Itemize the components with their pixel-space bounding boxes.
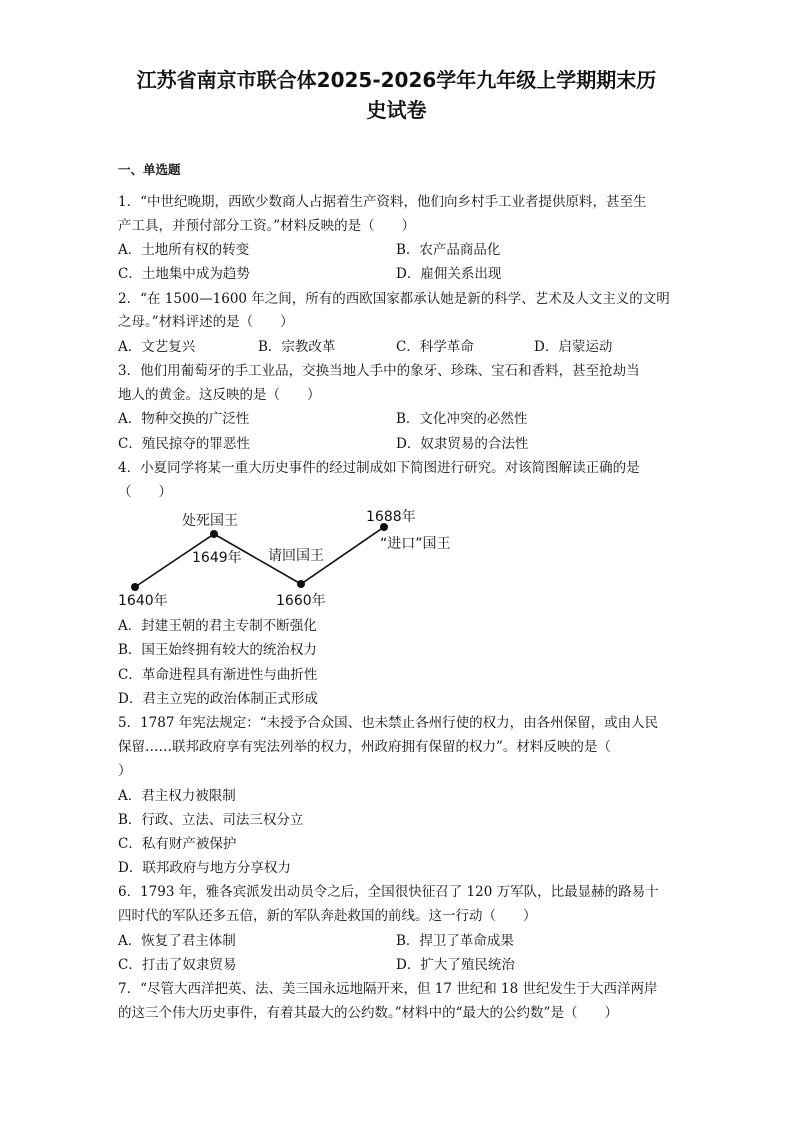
timeline-polyline <box>135 527 384 587</box>
title-line-2: 史试卷 <box>366 98 427 122</box>
q7-stem-line-2: 的这三个伟大历史事件，有着其最大的公约数。”材料中的“最大的公约数”是（ ） <box>118 1005 618 1021</box>
q5-option-c: C．私有财产被保护 <box>118 836 237 852</box>
q2-stem-line-2: 之母。”材料评述的是（ ） <box>118 314 294 330</box>
q4-option-b: B．国王始终拥有较大的统治权力 <box>118 642 317 658</box>
q3-option-b: B．文化冲突的必然性 <box>396 411 528 427</box>
q2-stem-line-1: 2．“在 1500—1600 年之间，所有的西欧国家都承认她是新的科学、艺术及人文主义的文明 <box>118 291 670 307</box>
q6-stem-line-1: 6．1793 年，雅各宾派发出动员令之后，全国很快征召了 120 万军队，比最显赫的路易十 <box>118 884 659 900</box>
q5-option-a: A．君主权力被限制 <box>118 788 236 804</box>
label-execute-king: 处死国王 <box>182 513 238 529</box>
point-1640 <box>131 583 139 591</box>
q6-option-c: C．打击了奴隶贸易 <box>118 957 237 973</box>
label-restore-king: 请回国王 <box>268 548 324 564</box>
q4-stem-line-1: 4．小夏同学将某一重大历史事件的经过制成如下简图进行研究。对该简图解读正确的是 <box>118 460 640 476</box>
q3-stem-line-1: 3．他们用葡萄牙的手工业品，交换当地人手中的象牙、珍珠、宝石和香料，甚至抢劫当 <box>118 363 640 379</box>
q4-stem-line-2: （ ） <box>118 484 172 500</box>
q1-stem-line-1: 1．“中世纪晚期，西欧少数商人占据着生产资料，他们向乡村手工业者提供原料，甚至生 <box>118 194 647 210</box>
q5-option-b: B．行政、立法、司法三权分立 <box>118 812 304 828</box>
q1-option-d: D．雇佣关系出现 <box>396 266 502 282</box>
q3-stem-line-2: 地人的黄金。这反映的是（ ） <box>118 387 321 403</box>
q4-option-a: A．封建王朝的君主专制不断强化 <box>118 618 317 634</box>
q2-option-b: B．宗教改革 <box>258 339 336 355</box>
label-1649: 1649年 <box>192 550 242 566</box>
q1-option-a: A．土地所有权的转变 <box>118 242 250 258</box>
q2-option-c: C．科学革命 <box>396 339 474 355</box>
label-1660: 1660年 <box>276 593 326 609</box>
point-1649 <box>210 530 218 538</box>
label-import-king: “进口”国王 <box>380 536 451 552</box>
q4-option-d: D．君主立宪的政治体制正式形成 <box>118 691 318 707</box>
q6-option-a: A．恢复了君主体制 <box>118 933 236 949</box>
section-heading: 一、单选题 <box>118 162 181 177</box>
q1-option-c: C．土地集中成为趋势 <box>118 266 250 282</box>
q6-stem-line-2: 四时代的军队还多五倍，新的军队奔赴救国的前线。这一行动（ ） <box>118 908 537 924</box>
q1-stem-line-2: 产工具，并预付部分工资。”材料反映的是（ ） <box>118 218 416 234</box>
q2-option-a: A．文艺复兴 <box>118 339 196 355</box>
q6-option-d: D．扩大了殖民统治 <box>396 957 515 973</box>
q5-stem-line-3: ） <box>118 763 132 779</box>
q3-option-a: A．物种交换的广泛性 <box>118 411 250 427</box>
timeline-diagram <box>110 500 490 612</box>
q5-option-d: D．联邦政府与地方分享权力 <box>118 860 291 876</box>
q5-stem-line-2: 保留……联邦政府享有宪法列举的权力，州政府拥有保留的权力”。材料反映的是（ <box>118 739 611 755</box>
q4-option-c: C．革命进程具有渐进性与曲折性 <box>118 667 318 683</box>
label-1688: 1688年 <box>366 509 416 525</box>
q1-option-b: B．农产品商品化 <box>396 242 501 258</box>
q2-option-d: D．启蒙运动 <box>534 339 613 355</box>
point-1660 <box>297 580 305 588</box>
q5-stem-line-1: 5．1787 年宪法规定：“未授予合众国、也未禁止各州行使的权力，由各州保留，或由人民 <box>118 715 659 731</box>
label-1640: 1640年 <box>118 593 168 609</box>
q6-option-b: B．捍卫了革命成果 <box>396 933 514 949</box>
title-line-1: 江苏省南京市联合体2025-2026学年九年级上学期期末历 <box>136 68 657 92</box>
q3-option-d: D．奴隶贸易的合法性 <box>396 436 529 452</box>
q7-stem-line-1: 7．“尽管大西洋把英、法、美三国永远地隔开来，但 17 世纪和 18 世纪发生于大西洋两岸 <box>118 981 658 997</box>
q3-option-c: C．殖民掠夺的罪恶性 <box>118 436 250 452</box>
